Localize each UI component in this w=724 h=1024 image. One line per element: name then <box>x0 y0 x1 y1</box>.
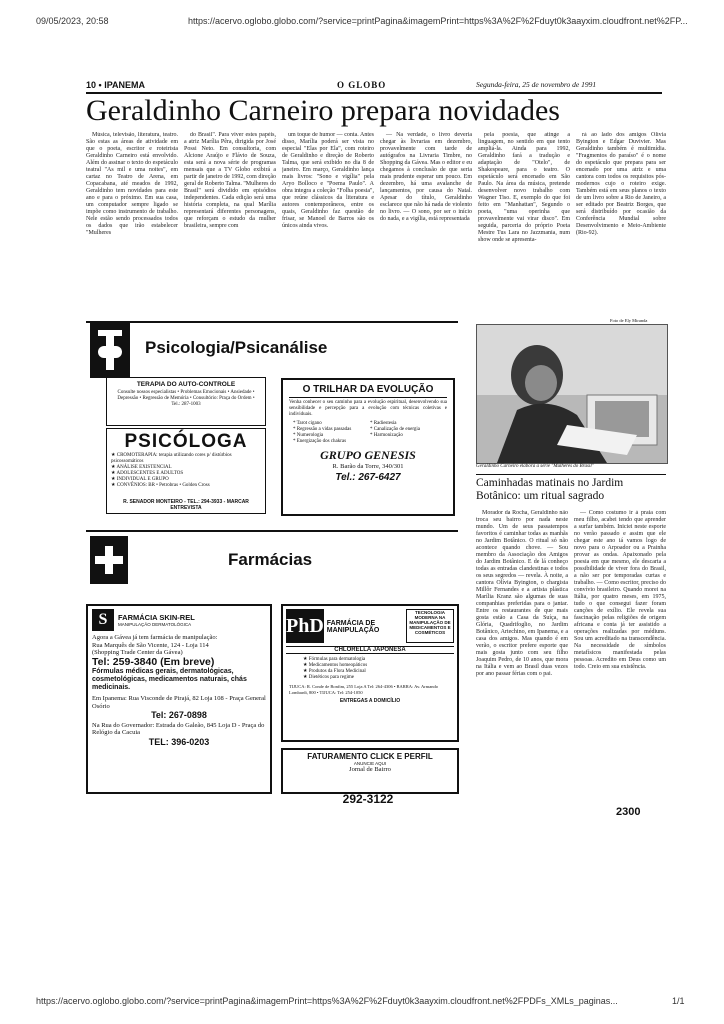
ad-psicologa-item: ★ ANÁLISE EXISTENCIAL <box>111 465 172 470</box>
ad-psicologa-footer: R. SENADOR MONTEIRO - TEL.: 294-3933 - MARCAR ENTREVISTA <box>123 499 249 511</box>
ad-trilhar-item: * Harmonização <box>370 433 403 438</box>
caminhadas-rule <box>476 474 666 475</box>
ad-phd-item: ★ Medicamentos homeopáticos <box>303 663 368 668</box>
page-code: 2300 <box>616 806 641 818</box>
page-number: 10 <box>86 80 97 90</box>
article-col-1 <box>86 132 178 317</box>
ad-skin-subtitle: MANIPULAÇÃO DERMATOLÓGICA <box>118 622 192 627</box>
ad-trilhar-item: * Canalização de energia <box>370 427 421 432</box>
ad-phd-logo: PhD <box>286 609 324 643</box>
ad-trilhar-item: * Radiestesia <box>370 421 397 426</box>
page-folio: 10 • IPANEMA <box>86 80 146 90</box>
ad-trilhar-title: O TRILHAR DA EVOLUÇÃO <box>302 384 434 395</box>
article-col-2-text: do Brasil". Para viver estes papéis, a atriz Marília Pêra, dirigida por José Possi Neto. Em consultoria, com Alcione Araújo e Flávio de Souza, esta será a nova série de programas mensais que a TV Globo exibirá a partir de janeiro de 1992, com direção geral de Roberto Talma. "Mulheres do Brasil" será dividido em episódios independentes. Cada edição será uma história completa, na qual Marília representará diferentes personagens, que reforçam o estudo da mulher brasileira, sempre com <box>184 132 276 229</box>
ad-jornal-title: FATURAMENTO CLICK E PERFIL <box>307 752 433 761</box>
ad-phd-item: ★ Produtos da Flora Medicinal <box>303 669 366 674</box>
ad-skin-body <box>88 634 270 746</box>
ad-jornal-subtitle: ANUNCIE AQUI <box>353 761 387 766</box>
article-col-3 <box>282 132 374 317</box>
ad-trilhar-items <box>283 418 453 448</box>
ad-trilhar-item: * Energização dos chakras <box>293 439 347 444</box>
farmacias-title: Farmácias <box>228 550 313 569</box>
farmacias-cross-icon <box>90 536 128 584</box>
ad-skin-line: Agora a Gávea já tem farmácia de manipulação: <box>92 634 218 641</box>
ad-skin-desc: Fórmulas médicas gerais, dermatológicas, cosmetológicas, medicamentos naturais, chás medicinais. <box>92 668 247 691</box>
ad-skin-header <box>88 606 270 634</box>
ad-skin-line: Rua Marquês de São Vicente, 124 - Loja 114 <box>92 641 209 649</box>
article-col-1-text: Música, televisão, literatura, teatro. São estas as áreas de atividade em que o poeta, escritor e roteirista Geraldinho Carneiro está envolvido. Além do assinar o texto do espetáculo teatral "As mil e uma noites", em cartaz no Teatro de Arena, em Copacabana, até meados de 1992, Geraldinho tem novidades para este ano e para o próximo. Em sua casa, um computador sempre ligado se impõe como instrumento de trabalho. Nele estão sendo processados todos os dados que irão estabelecer "Mulheres <box>86 132 178 236</box>
ad-skin-ipanema: Em Ipanema: Rua Visconde de Pirajá, 82 Loja 108 - Praça General Osório <box>92 695 266 710</box>
caminhadas-col-1 <box>476 510 568 890</box>
ad-skin-title: FARMÁCIA SKIN-REL <box>118 613 195 622</box>
ad-terapia <box>106 377 266 426</box>
farmacias-rule <box>86 530 458 532</box>
ad-phd-items <box>283 654 457 684</box>
ad-trilhar-item: * Regressão a vidas passadas <box>293 427 352 432</box>
ad-skin-rel <box>86 604 272 794</box>
ad-psicologa-items <box>107 453 265 489</box>
ad-psicologa-item: ★ CONVÊNIOS: BR • Petrobras • Golden Cross <box>111 483 210 488</box>
print-page-count: 1/1 <box>672 996 685 1006</box>
article-col-4 <box>380 132 472 317</box>
ad-phd <box>281 604 459 742</box>
caminhadas-col-2-text: — Como costumo ir à praia com meu filho, acabei tendo que aprender a surfar também. Iniciei neste esporte no verão passado e assim que ele chegar este ano iá vamos logo de novo para o Arpoador ou a Prainha provar as ondas. Apaixonado pela poesia em que mesmo, ele descarta a possibilidade de viver fora do Brasil, a não ser por temporadas curtas e trabalho. — Como escritor, preciso do convívio brasileiro. Quando morei na Itália, por quatro meses, em 1975, tudo o que consegui fazer foram canções de exílio. Ele revela sua fascinação pelas religiões de origem africana e conta já ter assistido a operações realizadas por médiuns. Sou um acreditado na transcendência. Na necessidade de símbolos metafísicos manifestada pelas pessoas. Acredito em Deus como um todo. Creio em sua existência. <box>574 510 666 670</box>
ad-psicologa <box>106 428 266 514</box>
article-col-4-text: — Na verdade, o livro deveria chegar às livrarias em dezembro, provavelmente com tarde de autógrafos na Livraria Timbre, no Shopping da Gávea. Mas o editor e eu chegamos à conclusão de que seria mais prudente esperar um pouco. Em dezembro, há uma avalanche de lançamentos, por causa do Natal. Apesar do título, Geraldinho esclarece que não há nada de violento no livro. — O sono, por ser o início do nada, e a vigília, está representada <box>380 132 472 222</box>
section-name: IPANEMA <box>104 80 146 90</box>
ad-trilhar-group: GRUPO GENESIS <box>320 448 416 462</box>
ad-trilhar-phone: Tel.: 267-6427 <box>335 472 401 483</box>
ad-psicologa-item: ★ INDIVIDUAL E GRUPO <box>111 477 169 482</box>
ad-trilhar-item: * Numerologia <box>293 433 324 438</box>
ad-jornal-bairro <box>281 748 459 794</box>
ad-terapia-body: Consulte nossos especialistas • Problemas Emocionais • Ansiedade • Depressão • Regressão de Memória • Consultório: Praça do Ordem • Tel.: 287-1003 <box>117 390 255 407</box>
article-col-6 <box>576 132 666 317</box>
article-col-6-text: rá ao lado dos amigos Olívia Byington e Edgar Duvivier. Mas Geraldinho também é multimídia. "Fragmentos do paraíso" é o nome do espetáculo que prepara para ser encenado por uma atriz e uma cantora com todos os requisitos pós-modernos cujo o roteiro exige. Também está em seus planos o texto de um livro sobre a Rio de Janeiro, a ser editado por Beatriz Borges, que será distribuído por ocasião da Conferência Mundial sobre Desenvolvimento e Meio-Ambiente (Rio-92). <box>576 132 666 236</box>
ad-phd-item: ★ Dietéticos para regime <box>303 675 354 680</box>
caminhadas-headline: Caminhadas matinais no Jardim Botânico: um ritual sagrado <box>476 477 624 502</box>
ad-phd-title: FARMÁCIA DE MANIPULAÇÃO <box>326 620 380 634</box>
ad-phd-delivery: ENTREGAS A DOMICÍLIO <box>339 698 401 704</box>
photo-geraldinho <box>476 324 668 464</box>
ad-skin-line: (Shopping Trade Center da Gávea) <box>92 649 183 656</box>
article-col-2 <box>184 132 276 317</box>
ad-phd-products: CHLORELLA JAPONESA <box>286 646 454 654</box>
caminhadas-col-1-text: Morador da Rocha, Geraldinho não troca seu bairro por nada neste mundo. Um de seus passatempos favoritos é caminhar todas as manhãs no Jardim Botânico. O ritual só não acontece quando chove. — Sou membro da Associação dos Amigos do Jardim Botânico. E de lá conheço todas as entradas clandestinas e todos os seus segredos — revela. À noite, a cantora Olívia Byington, o chargista Millôr Fernandes e a artista plástica Marília Kranz são algumas de suas companhias preferidas para o jantar. Entre os restaurantes de que mais gosta estão a Casa da Suíça, na Glória, Quadrifoglio, no Jardim Botânico, Artechino, em Ipanema, e a casa dos amigos. Mas quando é em verão, o escritor prefere esporte que mais gosta junto com seu filho Joaquim Pedro, de 10 anos, que mora na Itália e vem ao Brasil duas vezes por ano passar férias com o pai. <box>476 510 568 677</box>
ad-psicologa-item: ★ CROMOTERAPIA: terapia utilizando cores p/ distúrbios psicossomáticos <box>111 453 232 464</box>
ad-phd-address: TIJUCA: R. Conde de Bonfim, 255 Loja A Tel: 264-4306 • BARRA: Av. Armando Lombardi, 800 • TIJUCA: Tel: 254-1050 <box>289 684 439 695</box>
ad-phd-item: ★ Fórmulas para dermatologia <box>303 657 366 662</box>
article-col-3-text: um toque de humor — conta. Antes disso, Marília poderá ser vista no especial "Elas por Ela", com roteiro de Geraldinho e direção de Roberto Talma, que será exibido no dia 8 de janeiro. Em março, Geraldinho lança mais livros: "Sono e vigília" pela Aryo Bolloco e "Poema Paulo". A obra integra a coleção "Folha poesia", que reúne clássicos da literatura e autores contemporâneos, entre os quais, Geraldinho faz questão de frisar, se Manoel de Barros são os únicos ainda vivos. <box>282 132 374 229</box>
print-url-top[interactable]: https://acervo.oglobo.globo.com/?service=printPagina&imagemPrint=https%3A%2F%2Fduyt0k3aayxim.cloudfront.net%2FP... <box>188 16 688 26</box>
ad-skin-phone: Tel: 259-3840 (Em breve) <box>92 655 215 668</box>
edition-date: Segunda-feira, 25 de novembro de 1991 <box>476 80 597 89</box>
ad-skin-phone: Tel: 267-0898 <box>151 710 207 720</box>
ad-trilhar-address: R. Barão da Torre, 340/301 <box>332 463 404 470</box>
skin-logo-icon: S <box>92 609 114 631</box>
ad-trilhar-item: * Tarot cigano <box>293 421 322 426</box>
article-col-5 <box>478 132 570 317</box>
ad-jornal-label: Jornal de Bairro <box>349 766 391 773</box>
psicologia-rule <box>86 321 458 323</box>
psicologia-logo-icon <box>90 322 130 378</box>
print-url-bottom[interactable]: https://acervo.oglobo.globo.com/?service=printPagina&imagemPrint=https%3A%2F%2Fduyt0k3aayxim.cloudfront.net%2FPDFs_XMLs_paginas... <box>36 996 618 1006</box>
ad-phd-tech: TECNOLOGIA MODERNA NA MANIPULAÇÃO DE MEDICAMENTOS E COSMÉTICOS <box>406 609 454 643</box>
ad-terapia-title: TERAPIA DO AUTO-CONTROLE <box>136 381 236 388</box>
ad-trilhar-intro: Venha conhecer o seu caminho para a evolução espiritual, desenvolvendo sua sensibilidade e percepção para a evolução com técnicas coletivas e individuais. <box>289 400 447 417</box>
caminhadas-col-2 <box>574 510 666 890</box>
ad-skin-phone: TEL: 396-0203 <box>148 736 210 747</box>
psicologia-title: Psicologia/Psicanálise <box>145 338 328 357</box>
masthead: O GLOBO <box>337 80 387 90</box>
ad-psicologa-item: ★ ADOLESCENTES E ADULTOS <box>111 471 184 476</box>
ad-psicologa-title: PSICÓLOGA <box>124 431 248 452</box>
article-headline: Geraldinho Carneiro prepara novidades <box>86 94 560 127</box>
ad-phd-header <box>283 606 457 646</box>
photo-caption: Geraldinho Carneiro elabora a série "Mulheres do Brasil" <box>476 464 594 469</box>
ad-trilhar <box>281 378 455 516</box>
photo-credit: Foto de Ely Miranda <box>610 318 648 323</box>
print-date: 09/05/2023, 20:58 <box>36 16 109 26</box>
article-col-5-text: pela poesia, que atinge a linguagem, no sentido em que tento ampliá-la. Ainda para 1992, Geraldinho fará a tradução e adaptação de "Otelo", de Shakespeare, para o teatro. O espetáculo será encenado em São Paulo. Na área da música, pretende desenvolver novo trabalho com Wagner Tiso. E, exemplo do que foi feito em "Manhattan", Segundo o poeta, "uma operinha que provavelmente vai virar disco". Em seguida, parceria do próprio Poeta Mestre Tus Lara no Jazzmania, num show onde se apresenta- <box>478 132 570 243</box>
ad-skin-gloria: Na Rua do Governador: Estrada do Galeão, 845 Loja D - Praça do Relógio da Cacuia <box>92 721 265 736</box>
ad-jornal-phone: 292-3122 <box>342 792 394 806</box>
photo-image <box>477 325 667 463</box>
